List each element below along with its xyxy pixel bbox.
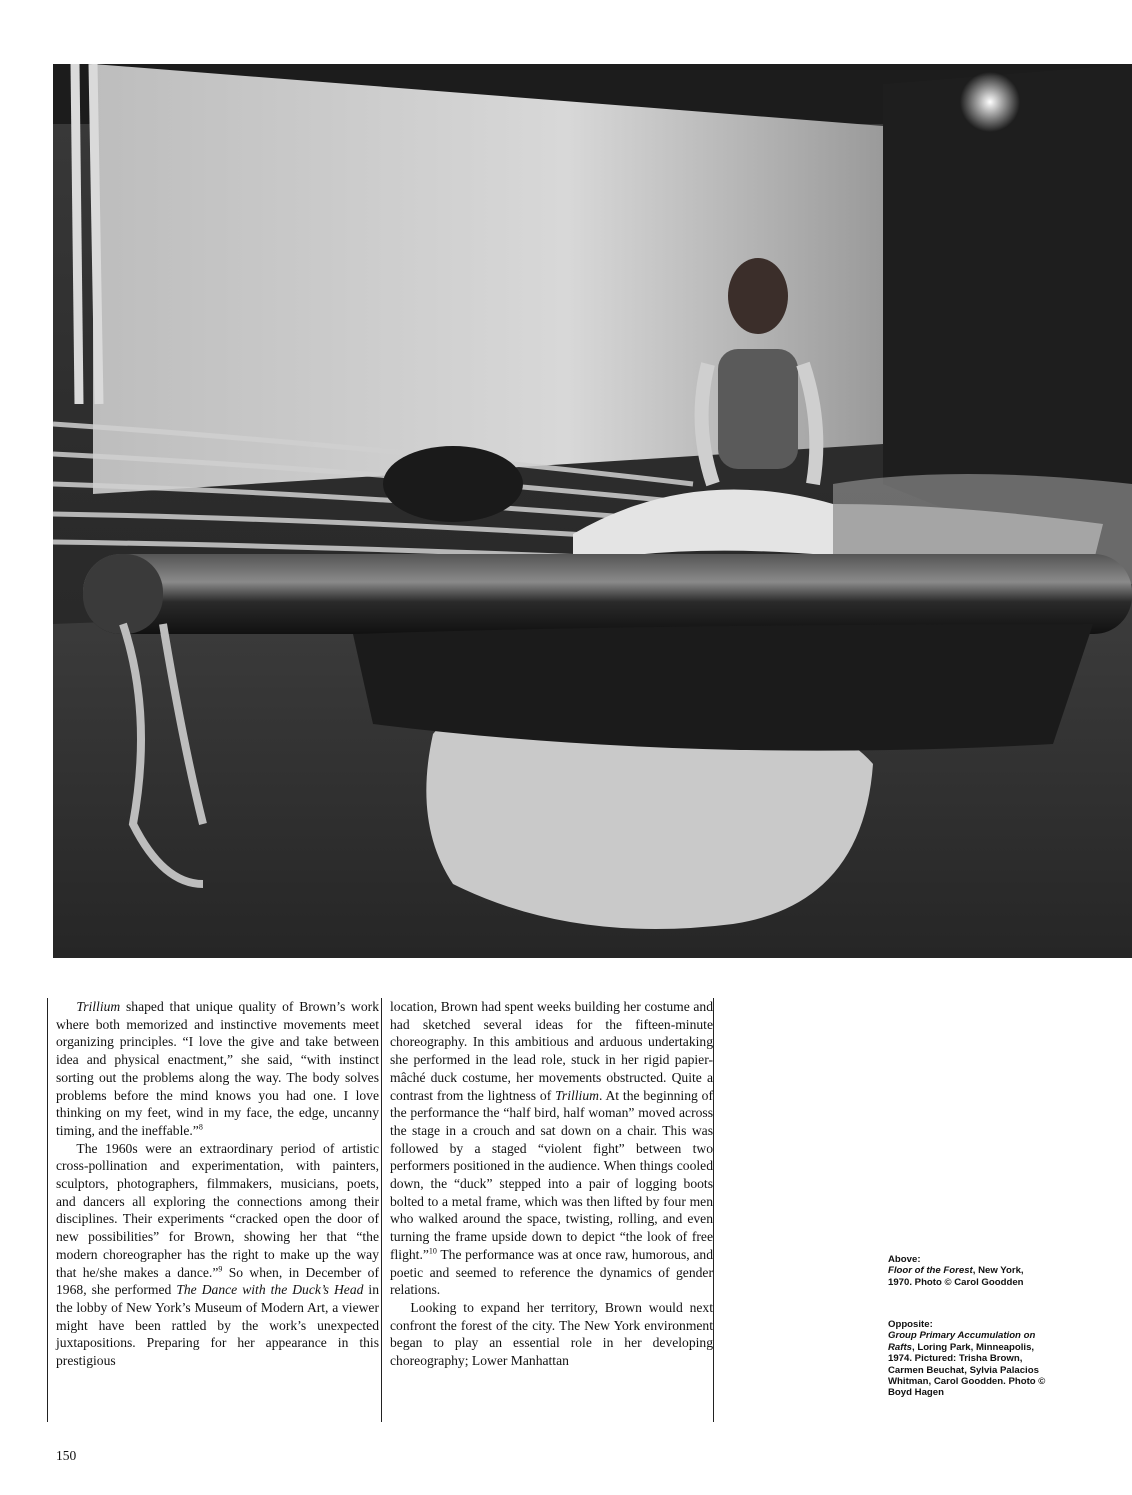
photo-floor-of-the-forest	[53, 64, 1132, 958]
caption-title: Group Primary Accumulation on Rafts	[888, 1330, 1036, 1353]
footnote-ref: 9	[218, 1264, 223, 1274]
footnote-ref: 10	[428, 1246, 437, 1256]
caption-title: Floor of the Forest	[888, 1265, 973, 1277]
body-column-2	[390, 998, 713, 1370]
column-rule-left	[47, 998, 48, 1422]
footnote-ref: 8	[198, 1122, 203, 1132]
work-title: Trillium	[76, 999, 121, 1014]
page-number: 150	[56, 1448, 77, 1463]
caption-above: Above: Floor of the Forest, New York, 1970. Photo © Carol Goodden	[888, 1254, 1048, 1288]
paragraph: The 1960s were an extraordinary period of artistic cross-pollination and experimentation, with painters, sculptors, photographers, filmmakers, musicians, poets, and dancers all exploring the connections among their disciplines. Their experiments “cracked open the door of new possibilities” for Brown, showing her that “the modern choreographer has the right to make up the way that he/she makes a dance.”$^9$ So when, in December of 1968, she performed The Dance with the Duck’s Head in the lobby of New York’s Museum of Modern Art, a viewer might have been rattled by the work’s unexpected juxtapositions. Preparing for her appearance in this prestigious	[56, 1140, 379, 1369]
caption-label: Opposite:	[888, 1319, 933, 1330]
work-title: The Dance with the Duck’s Head	[176, 1282, 364, 1298]
caption-opposite: Opposite: Group Primary Accumulation on Rafts, Loring Park, Minneapolis, 1974. Pictured: Trisha Brown, Carmen Beuchat, Sylvia Palacios Whitman, Carol Goodden. Photo © Boyd Hagen	[888, 1319, 1048, 1399]
photograph-icon	[53, 64, 1132, 958]
paragraph: Looking to expand her territory, Brown would next confront the forest of the city. The New York environment began to play an essential role in her developing choreography; Lower Manhattan	[390, 1299, 713, 1369]
paragraph: location, Brown had spent weeks building her costume and had sketched several ideas for the fifteen-minute choreography. In this ambitious and arduous undertaking she performed in the lead role, stuck in her rigid papier-mâché duck costume, her movements obstructed. Quite a contrast from the lightness of Trillium. At the beginning of the performance the “half bird, half woman” moved across the stage in a crouch and sat down on a chair. This was followed by a staged “violent fight” between two performers positioned in the audience. When things cooled down, the “duck” stepped into a pair of logging boots bolted to a metal frame, which was then lifted by four men who walked around the space, twisting, rolling, and even turning the frame upside down to depict “the look of free flight.”$^{10}$ The performance was at once raw, humorous, and poetic and seemed to reference the dynamics of gender relations.	[390, 999, 713, 1298]
caption-label: Above:	[888, 1254, 921, 1265]
paragraph: Trillium shaped that unique quality of Brown’s work where both memorized and instinctive movements meet organizing principles. “I love the give and take between idea and physical enactment,” she said, “with instinct sorting out the problems along the way. The body solves problems before the mind knows you had one. I love thinking on my feet, wind in my face, the edge, uncanny timing, and the ineffable.”$^8$	[56, 999, 379, 1138]
work-title: Trillium	[555, 1087, 599, 1103]
body-column-1	[56, 998, 379, 1370]
column-rule-middle	[381, 998, 382, 1422]
column-rule-right	[713, 998, 714, 1422]
